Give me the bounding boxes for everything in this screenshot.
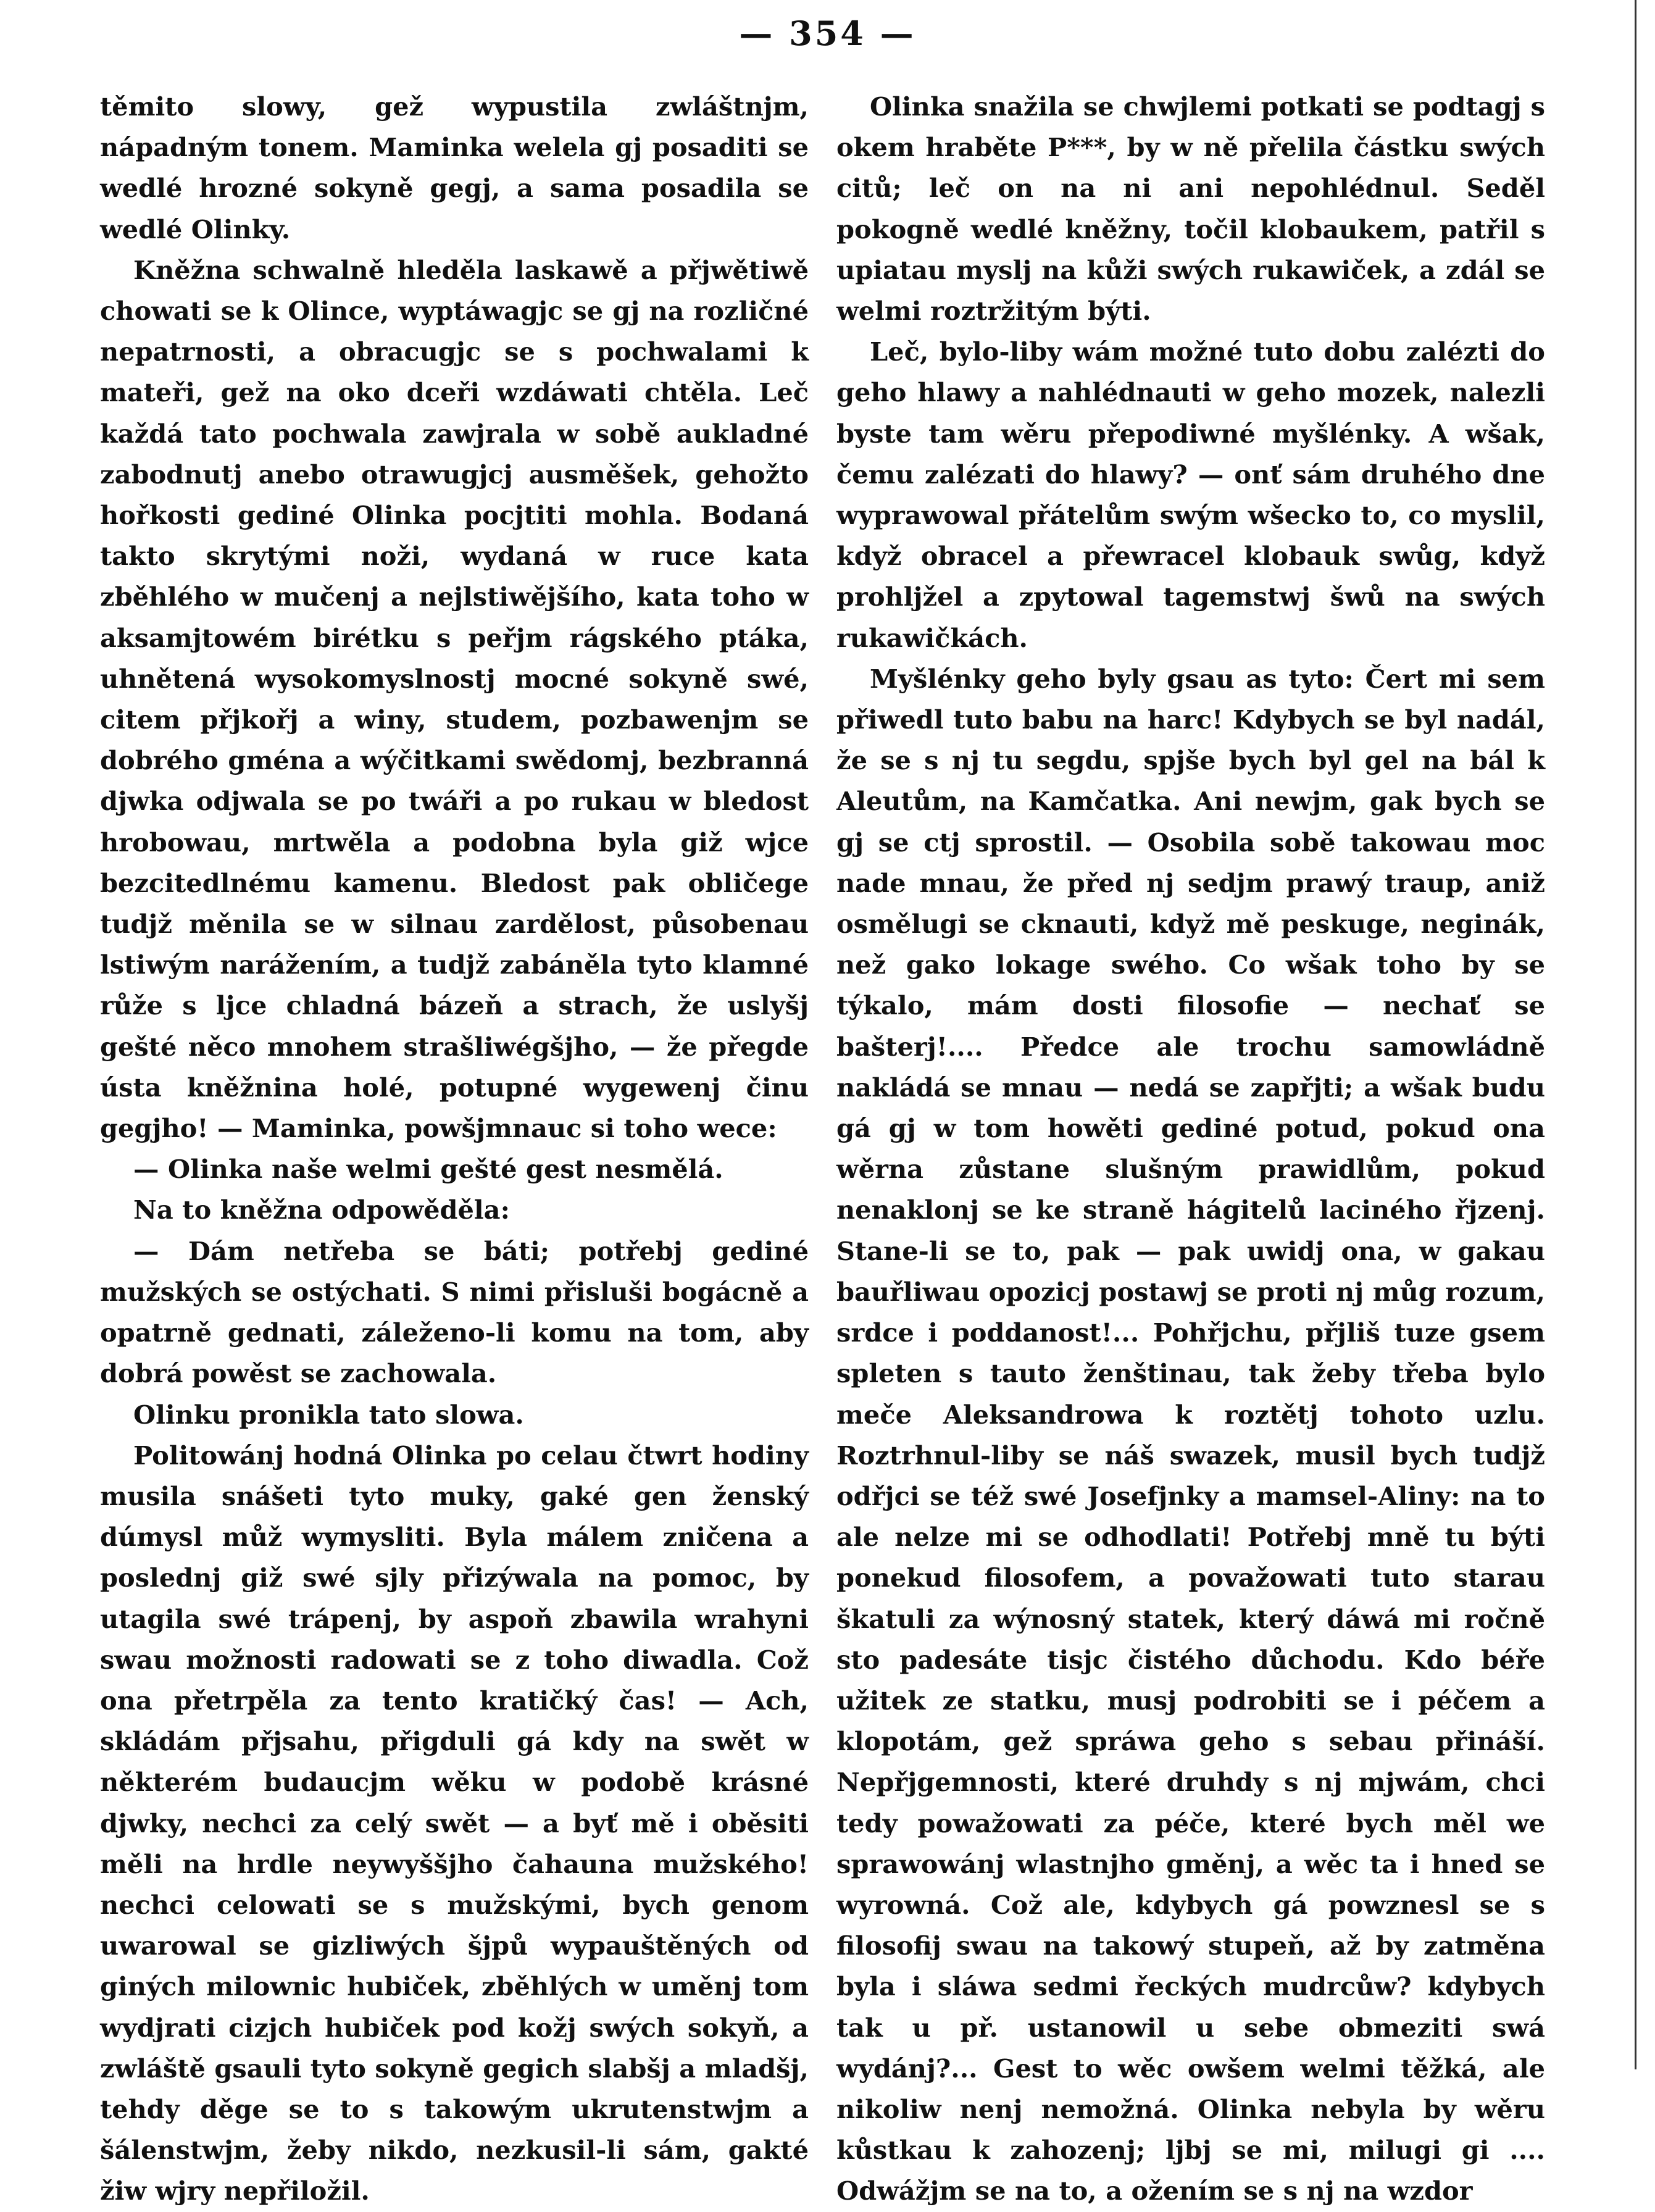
paragraph: Na to kněžna odpowěděla: [133,1195,510,1225]
right-text-column [836,86,1545,2212]
paragraph: — Olinka naše welmi gešté gest nesmělá. [133,1154,723,1185]
paragraph: Politowánj hodná Olinka po celau čtwrt hodiny musila snášeti tyto muky, gaké gen ženský dúmysl můž wymysliti. Byla málem zničena a poslednj giž swé sjly přizýwala na pomoc, by utagila swé trápenj, by aspoň zbawila wrahyni swau možnosti radowati se z toho diwadla. Což ona přetrpěla za tento kratičký čas! — Ach, skládám přjsahu, přigduli gá kdy na swět w některém budaucjm wěku w podobě krásné djwky, nechci za celý swět — a byť mě i oběsiti měli na hrdle neywyššjho čahauna mužského! nechci celowati se s mužskými, bych genom uwarowal se gizliwých šjpů wypauštěných od giných milownic hubiček, zběhlých w uměnj tom wydjrati cizjch hubiček pod kožj swých sokyň, a zwláště gsauli tyto sokyně gegich slabšj a mladšj, tehdy děge se to s takowým ukrutenstwjm a šálenstwjm, žeby nikdo, nezkusil-li sám, gakté žiw wjry nepřiložil. [100,1440,809,2206]
paragraph: Myšlénky geho byly gsau as tyto: Čert mi sem přiwedl tuto babu na harc! Kdybych se byl nadál, že se s nj tu segdu, spjše bych byl gel na bál k Aleutům, na Kamčatka. Ani newjm, gak bych se gj se ctj sprostil. — Osobila sobě takowau moc nade mnau, že před nj sedjm prawý traup, aniž osmělugi se cknauti, když mě peskuge, neginák, než gako lokage swého. Co wšak toho by se týkalo, mám dosti filosofie — nechať se bašterj!.... Předce ale trochu samowládně nakládá se mnau — nedá se zapřjti; a wšak budu gá gj w tom howěti gediné potud, pokud ona wěrna zůstane slušným prawidlům, pokud nenaklonj se ke straně hágitelů laciného řjzenj. Stane-li se to, pak — pak uwidj ona, w gakau bauřliwau opozicj postawj se proti nj můg rozum, srdce i poddanost!... Pohřjchu, přjliš tuze gsem spleten s tauto ženštinau, tak žeby třeba bylo meče Aleksandrowa k roztětj tohoto uzlu. Roztrhnul-liby se náš swazek, musil bych tudjž odřjci se též swé Josefjnky a mamsel-Aliny: na to ale nelze mi se odhodlati! Potřebj mně tu býti ponekud filosofem, a považowati tuto starau škatuli za wýnosný statek, který dáwá mi ročně sto padesáte tisjc čistého důchodu. Kdo béře užitek ze statku, musj podrobiti se i péčem a klopotám, gež spráwa geho s sebau přináší. Nepřjgemnosti, které druhdy s nj mjwám, chci tedy powažowati za péče, které bych měl we sprawowánj wlastnjho gměnj, a wěc ta i hned se wyrowná. Což ale, kdybych gá powznesl se s filosofij swau na takowý stupeň, až by zatměna byla i sláwa sedmi řeckých mudrcůw? kdybych tak u př. ustanowil u sebe obmeziti swá wydánj?... Gest to wěc owšem welmi těžká, ale nikoliw nenj nemožná. Olinka nebyla by wěru kůstkau k zahozenj; ljbj se mi, milugi gi .... Odwážjm se na to, a ožením se s nj na wzdor [836,663,1545,2206]
paragraph: Olinku pronikla tato slowa. [133,1399,524,1430]
paragraph: těmito slowy, gež wypustila zwláštnjm, nápadným tonem. Maminka welela gj posaditi se wedlé hrozné sokyně gegj, a sama posadila se wedlé Olinky. [100,91,809,244]
page-number: — 354 — [739,14,916,53]
paragraph: Olinka snažila se chwjlemi potkati se podtagj s okem hraběte P***, by w ně přelila částku swých citů; leč on na ni ani nepohlédnul. Seděl pokogně wedlé kněžny, točil klobaukem, patřil s upiatau myslj na kůži swých rukawiček, a zdál se welmi roztržitým býti. [836,91,1545,327]
paragraph: Kněžna schwalně hleděla laskawě a přjwětiwě chowati se k Olince, wyptáwagjc se gj na rozličné nepatrnosti, a obracugjc se s pochwalami k mateři, gež na oko dceři wzdáwati chtěla. Leč každá tato pochwala zawjrala w sobě aukladné zabodnutj anebo otrawugjcj ausměšek, gehožto hořkosti gediné Olinka pocjtiti mohla. Bodaná takto skrytými noži, wydaná w ruce kata zběhlého w mučenj a nejlstiwějšího, kata toho w aksamjtowém birétku s peřjm rágského ptáka, uhnětená wysokomyslnostj mocné sokyně swé, citem přjkořj a winy, studem, pozbawenjm se dobrého gména a wýčitkami swědomj, bezbranná djwka odjwala se po twáři a po rukau w bledost hrobowau, mrtwěla a podobna byla giž wjce bezcitedlnému kamenu. Bledost pak obličege tudjž měnila se w silnau zardělost, působenau lstiwým narážením, a tudjž zabáněla tyto klamné růže s ljce chladná bázeň a strach, že uslyšj gešté něco mnohem strašliwégšjho, — že přegde ústa kněžnina holé, potupné wygewenj činu gegjho! — Maminka, powšjmnauc si toho wece: [100,254,809,1144]
page-edge-rule [1635,0,1636,2069]
paragraph: Leč, bylo-liby wám možné tuto dobu zalézti do geho hlawy a nahlédnauti w geho mozek, nalezli byste tam wěru přepodiwné myšlénky. A wšak, čemu zalézati do hlawy? — onť sám druhého dne wyprawowal přátelům swým wšecko to, co myslil, když obracel a přewracel klobauk swůg, když prohljžel a zpytowal tagemstwj šwů na swých rukawičkách. [836,336,1545,653]
paragraph: — Dám netřeba se báti; potřebj gediné mužských se ostýchati. S nimi přisluši bogácně a opatrně gednati, záleženo-li komu na tom, aby dobrá powěst se zachowala. [100,1235,809,1389]
left-text-column [100,86,809,2212]
